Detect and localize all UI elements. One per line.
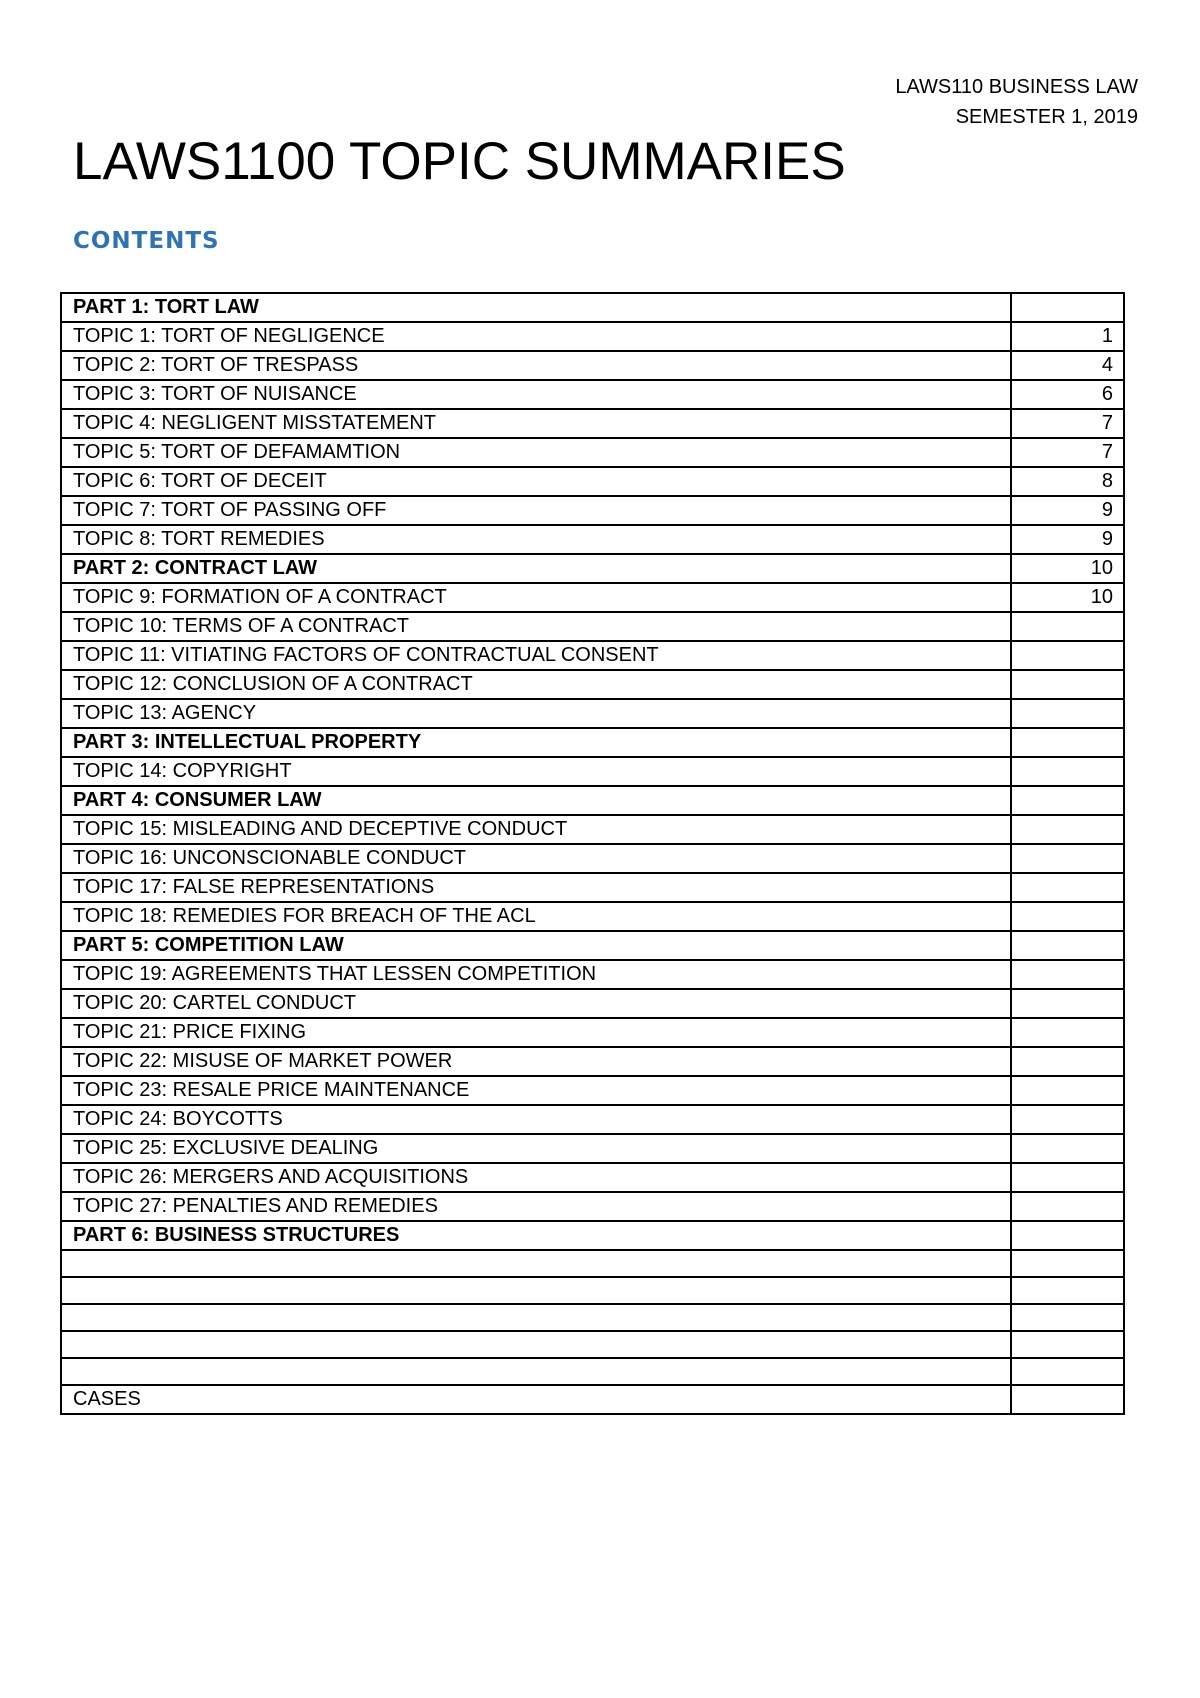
- toc-row: [61, 989, 1124, 1018]
- toc-entry-page: [1011, 1047, 1124, 1076]
- toc-entry-title: PART 4: CONSUMER LAW: [61, 786, 1011, 815]
- toc-part-row: [61, 728, 1124, 757]
- toc-entry-title: CASES: [61, 1385, 1011, 1414]
- toc-row: [61, 1250, 1124, 1277]
- toc-body: [61, 293, 1124, 1414]
- semester-line: SEMESTER 1, 2019: [955, 106, 1138, 128]
- toc-entry-page: [1011, 728, 1124, 757]
- toc-entry-title: TOPIC 19: AGREEMENTS THAT LESSEN COMPETITION: [61, 960, 1011, 989]
- toc-row: [61, 1105, 1124, 1134]
- toc-entry-page: 7: [1011, 438, 1124, 467]
- toc-entry-title: TOPIC 1: TORT OF NEGLIGENCE: [61, 322, 1011, 351]
- toc-row: [61, 322, 1124, 351]
- toc-row: [61, 351, 1124, 380]
- toc-entry-title: TOPIC 9: FORMATION OF A CONTRACT: [61, 583, 1011, 612]
- table-of-contents: [60, 292, 1125, 1415]
- toc-entry-page: [1011, 1163, 1124, 1192]
- toc-entry-title: TOPIC 18: REMEDIES FOR BREACH OF THE ACL: [61, 902, 1011, 931]
- toc-entry-page: 9: [1011, 496, 1124, 525]
- toc-row: [61, 699, 1124, 728]
- toc-entry-title: PART 1: TORT LAW: [61, 293, 1011, 322]
- toc-part-row: [61, 554, 1124, 583]
- toc-row: [61, 844, 1124, 873]
- toc-entry-page: 6: [1011, 380, 1124, 409]
- toc-row: [61, 612, 1124, 641]
- toc-row: [61, 1304, 1124, 1331]
- toc-entry-page: [1011, 1221, 1124, 1250]
- toc-entry-page: [1011, 1304, 1124, 1331]
- toc-row: [61, 1192, 1124, 1221]
- toc-entry-page: [1011, 1250, 1124, 1277]
- toc-entry-title: [61, 1250, 1011, 1277]
- toc-entry-title: TOPIC 17: FALSE REPRESENTATIONS: [61, 873, 1011, 902]
- toc-row: [61, 409, 1124, 438]
- toc-row: [61, 1047, 1124, 1076]
- toc-entry-title: TOPIC 14: COPYRIGHT: [61, 757, 1011, 786]
- toc-entry-title: TOPIC 22: MISUSE OF MARKET POWER: [61, 1047, 1011, 1076]
- toc-entry-title: TOPIC 27: PENALTIES AND REMEDIES: [61, 1192, 1011, 1221]
- toc-entry-page: [1011, 1277, 1124, 1304]
- toc-row: [61, 1331, 1124, 1358]
- toc-entry-title: TOPIC 23: RESALE PRICE MAINTENANCE: [61, 1076, 1011, 1105]
- toc-entry-page: [1011, 989, 1124, 1018]
- toc-row: [61, 873, 1124, 902]
- toc-entry-title: TOPIC 25: EXCLUSIVE DEALING: [61, 1134, 1011, 1163]
- toc-entry-page: [1011, 1105, 1124, 1134]
- toc-entry-title: TOPIC 13: AGENCY: [61, 699, 1011, 728]
- course-line: LAWS110 BUSINESS LAW: [895, 76, 1138, 98]
- toc-entry-title: PART 2: CONTRACT LAW: [61, 554, 1011, 583]
- toc-entry-page: [1011, 844, 1124, 873]
- toc-entry-page: [1011, 670, 1124, 699]
- toc-row: [61, 902, 1124, 931]
- document-title: LAWS1100 TOPIC SUMMARIES: [73, 132, 846, 191]
- toc-entry-page: 10: [1011, 554, 1124, 583]
- toc-row: [61, 1163, 1124, 1192]
- toc-entry-page: 1: [1011, 322, 1124, 351]
- toc-entry-page: [1011, 931, 1124, 960]
- toc-entry-title: TOPIC 15: MISLEADING AND DECEPTIVE CONDUCT: [61, 815, 1011, 844]
- toc-entry-title: TOPIC 20: CARTEL CONDUCT: [61, 989, 1011, 1018]
- toc-row: [61, 1277, 1124, 1304]
- toc-row: [61, 438, 1124, 467]
- toc-entry-title: PART 5: COMPETITION LAW: [61, 931, 1011, 960]
- toc-entry-page: [1011, 786, 1124, 815]
- toc-entry-page: [1011, 293, 1124, 322]
- toc-entry-title: TOPIC 2: TORT OF TRESPASS: [61, 351, 1011, 380]
- toc-row: [61, 1018, 1124, 1047]
- toc-entry-page: [1011, 699, 1124, 728]
- toc-part-row: [61, 293, 1124, 322]
- toc-row: [61, 1076, 1124, 1105]
- toc-entry-title: [61, 1304, 1011, 1331]
- toc-entry-page: [1011, 641, 1124, 670]
- toc-part-row: [61, 931, 1124, 960]
- toc-entry-title: TOPIC 3: TORT OF NUISANCE: [61, 380, 1011, 409]
- toc-entry-page: [1011, 902, 1124, 931]
- toc-entry-page: [1011, 1385, 1124, 1414]
- contents-heading: CONTENTS: [73, 228, 220, 254]
- toc-entry-title: TOPIC 6: TORT OF DECEIT: [61, 467, 1011, 496]
- toc-entry-page: 10: [1011, 583, 1124, 612]
- toc-row: [61, 583, 1124, 612]
- toc-entry-title: TOPIC 10: TERMS OF A CONTRACT: [61, 612, 1011, 641]
- toc-entry-title: [61, 1277, 1011, 1304]
- toc-entry-page: [1011, 815, 1124, 844]
- toc-part-row: [61, 1221, 1124, 1250]
- toc-entry-title: TOPIC 21: PRICE FIXING: [61, 1018, 1011, 1047]
- toc-entry-title: [61, 1331, 1011, 1358]
- toc-entry-page: 8: [1011, 467, 1124, 496]
- toc-entry-page: [1011, 612, 1124, 641]
- toc-row: [61, 960, 1124, 989]
- toc-entry-title: TOPIC 24: BOYCOTTS: [61, 1105, 1011, 1134]
- toc-row: [61, 525, 1124, 554]
- toc-part-row: [61, 786, 1124, 815]
- toc-entry-title: PART 6: BUSINESS STRUCTURES: [61, 1221, 1011, 1250]
- toc-row: [61, 467, 1124, 496]
- toc-entry-title: TOPIC 12: CONCLUSION OF A CONTRACT: [61, 670, 1011, 699]
- toc-row: [61, 1358, 1124, 1385]
- toc-entry-title: [61, 1358, 1011, 1385]
- toc-entry-page: 7: [1011, 409, 1124, 438]
- page-header: [895, 72, 1138, 132]
- toc-row: [61, 496, 1124, 525]
- toc-row: [61, 641, 1124, 670]
- toc-entry-title: TOPIC 16: UNCONSCIONABLE CONDUCT: [61, 844, 1011, 873]
- toc-entry-page: [1011, 1076, 1124, 1105]
- toc-entry-page: [1011, 1358, 1124, 1385]
- toc-entry-title: PART 3: INTELLECTUAL PROPERTY: [61, 728, 1011, 757]
- toc-entry-title: TOPIC 11: VITIATING FACTORS OF CONTRACTUAL CONSENT: [61, 641, 1011, 670]
- toc-entry-title: TOPIC 5: TORT OF DEFAMAMTION: [61, 438, 1011, 467]
- toc-row: [61, 380, 1124, 409]
- toc-entry-page: [1011, 960, 1124, 989]
- toc-entry-page: [1011, 1192, 1124, 1221]
- toc-row: [61, 757, 1124, 786]
- toc-entry-title: TOPIC 8: TORT REMEDIES: [61, 525, 1011, 554]
- toc-entry-page: [1011, 757, 1124, 786]
- toc-entry-title: TOPIC 7: TORT OF PASSING OFF: [61, 496, 1011, 525]
- toc-entry-page: 4: [1011, 351, 1124, 380]
- toc-entry-page: [1011, 1331, 1124, 1358]
- toc-row: [61, 1134, 1124, 1163]
- toc-row: [61, 670, 1124, 699]
- toc-row: [61, 815, 1124, 844]
- toc-entry-page: [1011, 873, 1124, 902]
- toc-entry-page: [1011, 1134, 1124, 1163]
- toc-row: [61, 1385, 1124, 1414]
- toc-entry-page: [1011, 1018, 1124, 1047]
- toc-entry-title: TOPIC 4: NEGLIGENT MISSTATEMENT: [61, 409, 1011, 438]
- toc-entry-title: TOPIC 26: MERGERS AND ACQUISITIONS: [61, 1163, 1011, 1192]
- toc-entry-page: 9: [1011, 525, 1124, 554]
